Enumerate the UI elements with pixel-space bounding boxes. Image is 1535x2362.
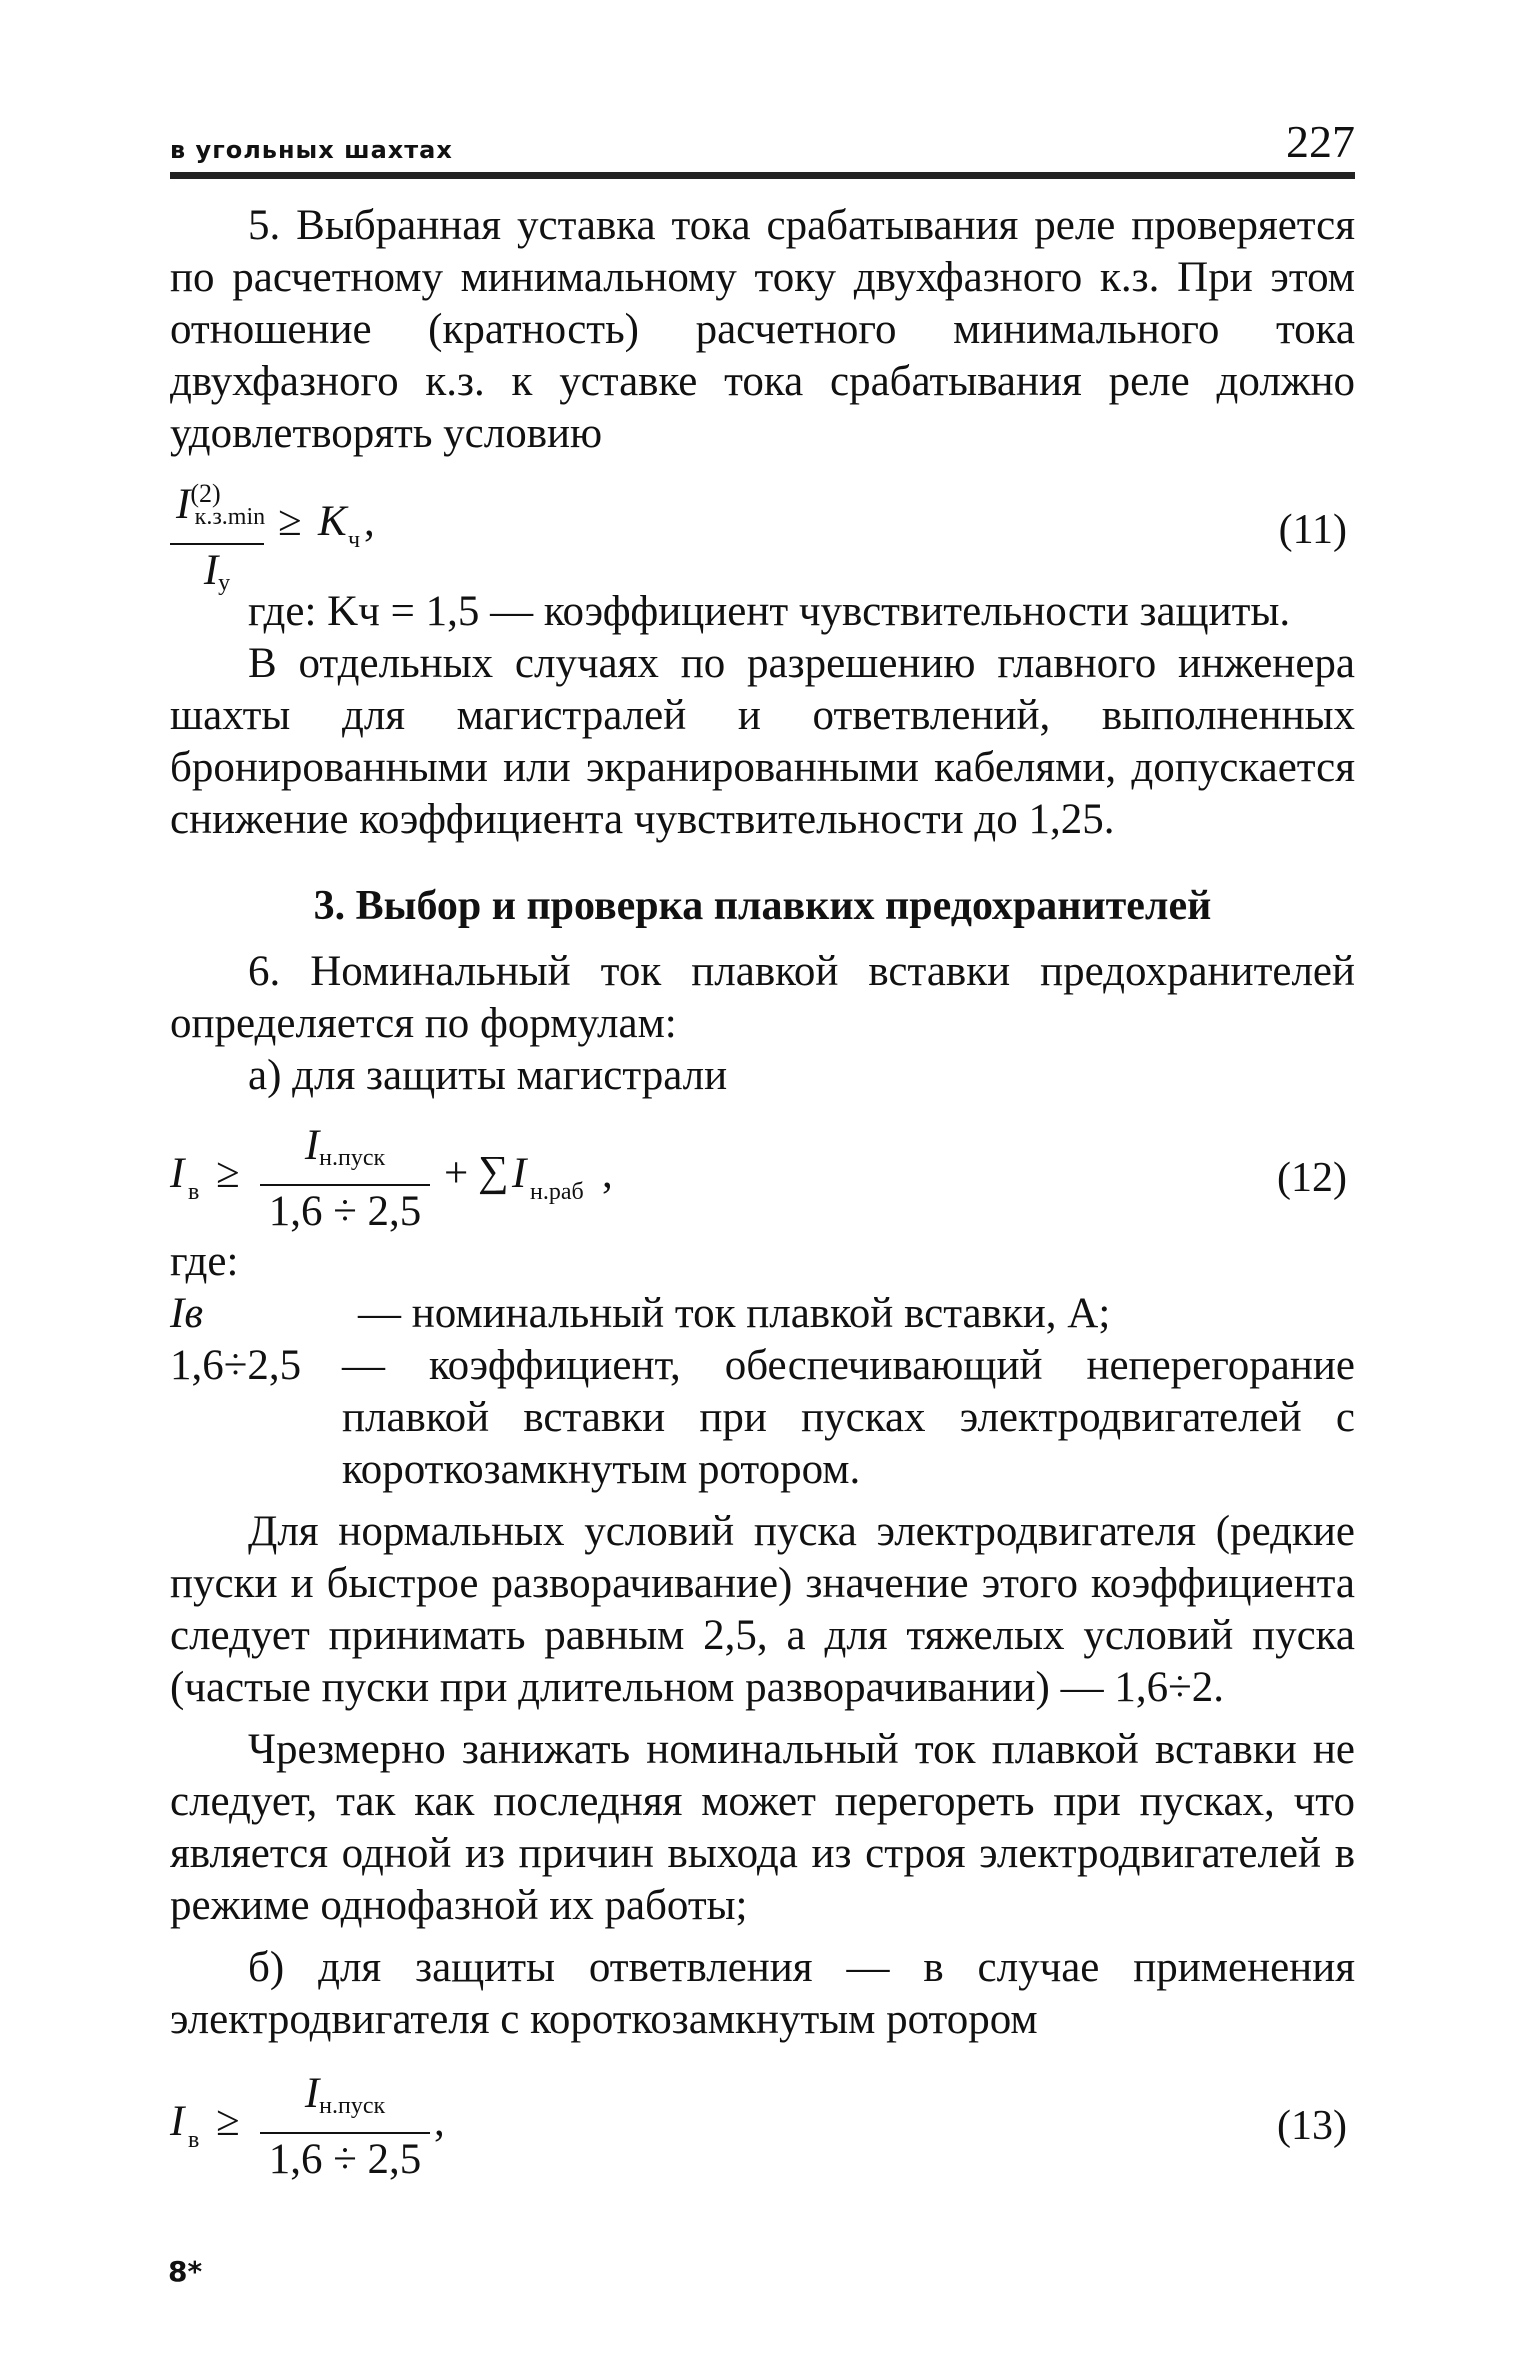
formula-12-fraction: [260, 1120, 430, 1238]
definition-row: [170, 1340, 1355, 1496]
item-a: а) для защиты магистрали: [248, 1052, 728, 1099]
equation-number-13: (13): [1277, 2103, 1347, 2149]
definition-desc: — номинальный ток плавкой вставки, А;: [358, 1290, 1111, 1337]
f13-den: 1,6 ÷ 2,5: [268, 2136, 422, 2183]
signature-mark: 8*: [168, 2255, 203, 2288]
f11-rhs-symbol: K: [318, 498, 347, 545]
f13-num-symbol: I: [304, 2070, 320, 2117]
definition-term: 1,6÷2,5: [170, 1342, 302, 1389]
header-rule: [170, 172, 1355, 179]
f11-num-sup: (2): [190, 479, 221, 508]
f12-den: 1,6 ÷ 2,5: [268, 1188, 422, 1235]
running-header: [170, 118, 1355, 170]
where-11: где: Kч = 1,5 — коэффициент чувствительности защиты.: [248, 588, 1291, 635]
paragraph-excessive: Чрезмерно занижать номинальный ток плавкой вставки не следует, так как последняя может перегореть при пусках, что является одной из причин выхода из строя электродвигателей в режиме однофазной их работы;: [170, 1726, 1355, 1929]
paragraph-6: 6. Номинальный ток плавкой вставки предохранителей определяется по формулам:: [170, 948, 1355, 1047]
f11-comma: ,: [364, 498, 375, 545]
f12-plus: +: [444, 1150, 469, 1197]
f11-num-sub: к.з.min: [194, 504, 266, 530]
f11-den-symbol: I: [203, 547, 219, 594]
f13-relation: ≥: [216, 2098, 240, 2145]
equation-number-12: (12): [1277, 1155, 1347, 1201]
equation-number-11: (11): [1278, 507, 1347, 553]
definition-row: [170, 1288, 1355, 1340]
f11-rhs-sub: ч: [348, 527, 361, 553]
formula-12: [170, 1116, 1355, 1236]
paragraph-5: 5. Выбранная уставка тока срабатывания реле проверяется по расчетному минимальному току двухфазного к.з. При этом отношение (кратность) расчетного минимального тока двухфазного к.з. к уставке тока срабатывания реле должно удовлетворять условию: [170, 202, 1355, 457]
f12-sum-sub: н.раб: [530, 1179, 584, 1205]
f11-den-sub: у: [218, 570, 231, 596]
definition-term: Iв: [170, 1290, 203, 1337]
item-b: б) для защиты ответвления — в случае применения электродвигателя с короткозамкнутым ротором: [170, 1944, 1355, 2043]
f11-relation: ≥: [278, 498, 302, 545]
f12-comma: ,: [602, 1150, 613, 1197]
paragraph-normal-conditions: Для нормальных условий пуска электродвигателя (редкие пуски и быстрое разворачивание) значение этого коэффициента следует принимать равным 2,5, а для тяжелых условий пуска (частые пуски при длительном разворачивании) — 1,6÷2.: [170, 1508, 1355, 1711]
definition-list: [170, 1288, 1355, 1496]
f11-num-symbol: I: [176, 481, 191, 528]
running-title: в угольных шахтах: [170, 136, 453, 164]
f12-relation: ≥: [216, 1150, 240, 1197]
f13-num-sub: н.пуск: [319, 2093, 386, 2119]
definition-desc: — коэффициент, обеспечивающий неперегорание плавкой вставки при пусках электродвигателей с короткозамкнутым ротором.: [342, 1342, 1355, 1493]
f12-lhs-symbol: I: [170, 1150, 185, 1197]
f12-sum-symbol: I: [512, 1150, 527, 1197]
f12-lhs-sub: в: [188, 1179, 200, 1205]
f12-num-sub: н.пуск: [319, 1145, 386, 1171]
page-number: 227: [1286, 116, 1355, 167]
f13-lhs-symbol: I: [170, 2098, 185, 2145]
formula-11: [170, 466, 1355, 596]
f13-comma: ,: [434, 2098, 445, 2145]
where-12-label: где:: [170, 1238, 239, 1285]
f12-sum: ∑: [478, 1148, 509, 1195]
section-3-title: 3. Выбор и проверка плавких предохранителей: [313, 883, 1212, 929]
formula-13-fraction: [260, 2068, 430, 2186]
f12-num-symbol: I: [304, 1122, 320, 1169]
f13-lhs-sub: в: [188, 2127, 200, 2153]
formula-11-fraction: [170, 468, 264, 609]
paragraph-special-cases: В отдельных случаях по разрешению главного инженера шахты для магистралей и ответвлений, выполненных бронированными или экранированными кабелями, допускается снижение коэффициента чувствительности до 1,25.: [170, 640, 1355, 843]
page-body: [170, 200, 1355, 2184]
formula-13: [170, 2064, 1355, 2184]
